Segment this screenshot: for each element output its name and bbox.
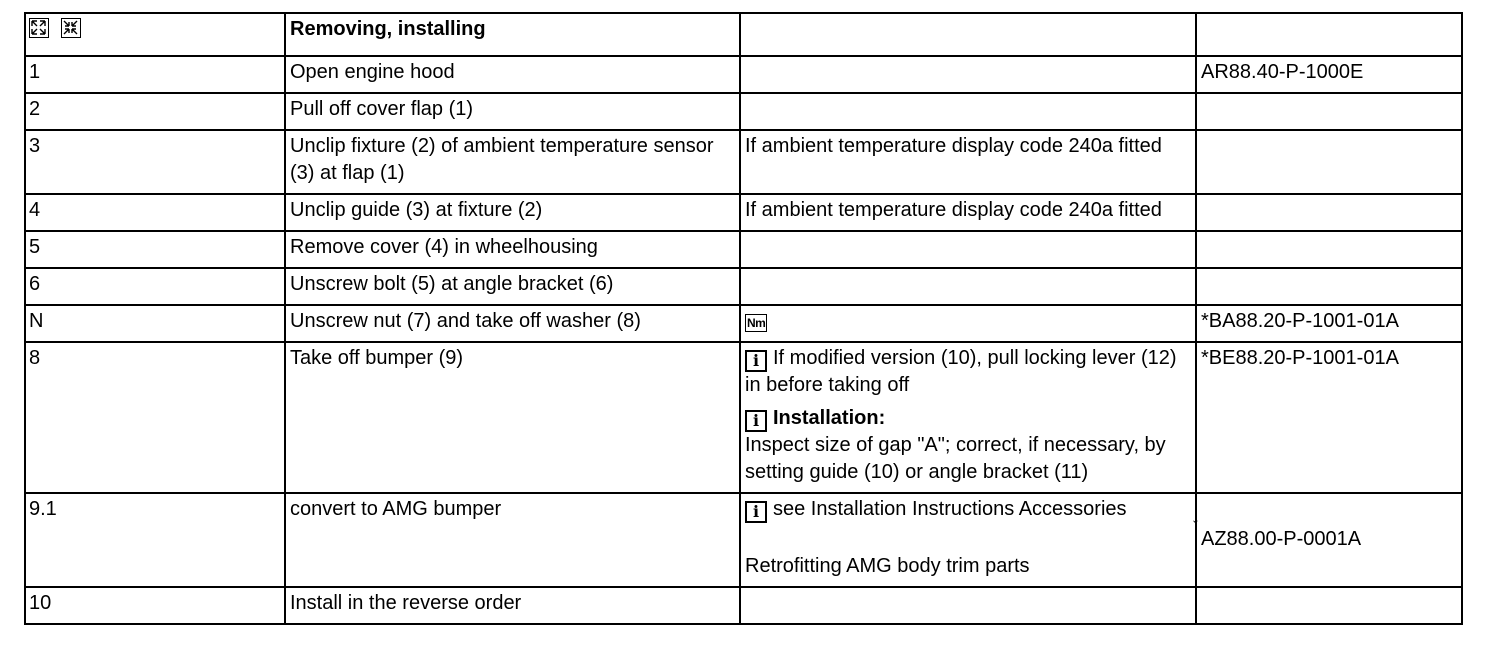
step-note — [740, 493, 1196, 587]
step-note — [740, 305, 1196, 342]
step-note — [740, 93, 1196, 130]
step-number: 8 — [25, 342, 285, 493]
info-icon[interactable]: i — [745, 410, 767, 432]
step-note — [740, 268, 1196, 305]
table-row — [25, 130, 1462, 194]
step-reference — [1196, 587, 1462, 624]
table-row — [25, 231, 1462, 268]
step-action: convert to AMG bumper — [285, 493, 740, 587]
step-reference-cell — [1191, 493, 1462, 587]
step-reference — [1196, 231, 1462, 268]
table-row — [25, 93, 1462, 130]
info-note-text: see Installation Instructions Accessories — [773, 498, 1127, 520]
step-reference — [1196, 194, 1462, 231]
step-reference-link[interactable]: AZ88.00-P-0001A — [1201, 528, 1362, 550]
installation-text: Inspect size of gap "A"; correct, if necessary, by setting guide (10) or angle bracket (11) — [745, 434, 1166, 483]
step-note: If ambient temperature display code 240a fitted — [740, 194, 1196, 231]
step-action: Pull off cover flap (1) — [285, 93, 740, 130]
table-row — [25, 587, 1462, 624]
installation-label: Installation: — [773, 407, 886, 429]
step-action: Take off bumper (9) — [285, 342, 740, 493]
step-action: Unscrew bolt (5) at angle bracket (6) — [285, 268, 740, 305]
header-icons-cell — [25, 13, 285, 56]
step-number: 2 — [25, 93, 285, 130]
step-number: 4 — [25, 194, 285, 231]
step-reference-link[interactable]: *BE88.20-P-1001-01A — [1196, 342, 1462, 493]
step-note — [740, 231, 1196, 268]
step-note: If ambient temperature display code 240a fitted — [740, 130, 1196, 194]
step-number: 6 — [25, 268, 285, 305]
procedure-table — [24, 12, 1463, 625]
step-action: Unclip fixture (2) of ambient temperature sensor (3) at flap (1) — [285, 130, 740, 194]
header-empty-cell — [740, 13, 1196, 56]
table-row — [25, 305, 1462, 342]
step-action: Unclip guide (3) at fixture (2) — [285, 194, 740, 231]
step-reference — [1196, 268, 1462, 305]
expand-all-icon[interactable] — [29, 18, 49, 38]
step-number: 5 — [25, 231, 285, 268]
table-title: Removing, installing — [285, 13, 740, 56]
arrow-down-icon: ↓ — [1191, 507, 1200, 527]
collapse-all-icon[interactable] — [61, 18, 81, 38]
torque-nm-icon[interactable]: Nm — [747, 316, 766, 330]
step-note — [740, 342, 1196, 493]
info-note-text: If modified version (10), pull locking lever (12) in before taking off — [745, 347, 1177, 396]
info-note — [745, 496, 1191, 523]
retrofit-note: Retrofitting AMG body trim parts — [745, 555, 1030, 577]
header-empty-cell — [1196, 13, 1462, 56]
table-row — [25, 342, 1462, 493]
table-row — [25, 194, 1462, 231]
table-header-row — [25, 13, 1462, 56]
step-reference-link[interactable]: *BA88.20-P-1001-01A — [1196, 305, 1462, 342]
info-icon[interactable]: i — [745, 350, 767, 372]
step-note — [740, 56, 1196, 93]
step-reference — [1196, 93, 1462, 130]
step-number: N — [25, 305, 285, 342]
step-action: Remove cover (4) in wheelhousing — [285, 231, 740, 268]
step-number: 9.1 — [25, 493, 285, 587]
table-row — [25, 56, 1462, 93]
table-row — [25, 493, 1462, 587]
step-reference — [1196, 130, 1462, 194]
step-reference-link[interactable]: AR88.40-P-1000E — [1196, 56, 1462, 93]
step-number: 1 — [25, 56, 285, 93]
info-icon[interactable]: i — [745, 501, 767, 523]
table-row — [25, 268, 1462, 305]
info-note — [745, 345, 1191, 399]
step-action: Open engine hood — [285, 56, 740, 93]
step-action: Install in the reverse order — [285, 587, 740, 624]
step-number: 10 — [25, 587, 285, 624]
step-number: 3 — [25, 130, 285, 194]
step-action: Unscrew nut (7) and take off washer (8) — [285, 305, 740, 342]
step-note — [740, 587, 1196, 624]
installation-note — [745, 405, 1191, 486]
